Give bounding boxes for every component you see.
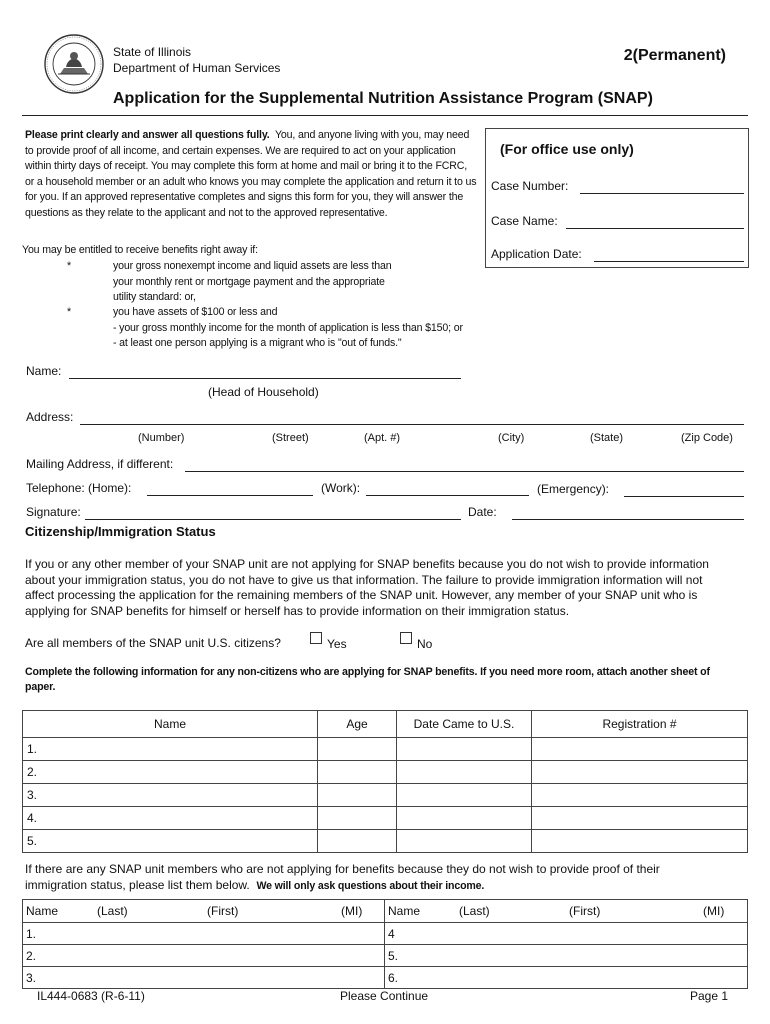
citizenship-paragraph: If you or any other member of your SNAP unit are not applying for SNAP benefits because you do not wish to provide information about your immigration status, you do not have to give us that information. The failure to provide immigration information will not affect processing the application for the remaining members of the SNAP unit. However, any member of your SNAP unit who is applying for SNAP benefits for himself or herself has to provide information on their immigration status. [25,557,709,618]
address-label: Address: [26,410,74,424]
registration-cell[interactable] [532,761,748,784]
date-cell[interactable] [397,738,532,761]
intro-line-2: to provide proof of all income, and certain expenses. We are required to act on your application [25,144,456,157]
date-field[interactable] [512,519,744,520]
noncitizen-table-header [23,711,748,738]
not-applying-table [22,899,748,989]
application-date-label: Application Date: [491,247,582,261]
table-row [23,923,748,945]
not-applying-bold: We will only ask questions about their income. [256,879,485,892]
application-date-field[interactable] [594,261,744,262]
left-row-cell[interactable]: 1. [23,923,385,945]
department-name: Department of Human Services [113,61,281,75]
registration-cell[interactable] [532,784,748,807]
age-cell[interactable] [318,807,397,830]
not-applying-header [23,900,748,923]
phone-home-field[interactable] [147,495,313,496]
citizen-no-checkbox[interactable] [400,632,412,644]
table-row [23,945,748,967]
phone-emergency-label: (Emergency): [537,482,610,496]
citizen-no-label: No [417,637,433,651]
address-zip-caption: (Zip Code) [681,432,733,444]
registration-cell[interactable] [532,830,748,853]
page-title: Application for the Supplemental Nutrition Assistance Program (SNAP) [113,90,653,107]
table-row [23,738,748,761]
title-rule [22,115,748,116]
intro-line-1: Please print clearly and answer all questions fully. You, and anyone living with you, may need [25,129,470,141]
registration-cell[interactable] [532,807,748,830]
entitled-item-1: your gross nonexempt income and liquid assets are less than your monthly rent or mortgage payment and the appropriate utility standard: or, [113,260,392,303]
bullet-1: * [67,260,71,272]
age-cell[interactable] [318,738,397,761]
right-row-cell[interactable]: 6. [385,967,748,989]
name-field[interactable] [69,378,461,379]
address-number-caption: (Number) [138,432,185,444]
signature-field[interactable] [85,519,461,520]
row-number[interactable]: 1. [23,738,318,761]
row-number[interactable]: 2. [23,761,318,784]
age-cell[interactable] [318,761,397,784]
entitled-item-2: you have assets of $100 or less and - your gross monthly income for the month of application is less than $150; or - at least one person applying is a migrant who is "out of funds." [113,306,463,349]
left-row-cell[interactable]: 3. [23,967,385,989]
noncitizen-instruction: Complete the following information for any non-citizens who are applying for SNAP benefits. If you need more room, attach another sheet of paper. [25,666,710,693]
table-row [23,807,748,830]
address-state-caption: (State) [590,432,624,444]
table-row [23,784,748,807]
form-number: 2(Permanent) [623,47,726,64]
citizen-yes-label: Yes [327,637,347,651]
intro-line-3: within thirty days of receipt. You may complete this form at home and mail or bring it to the FCRC, [25,160,468,172]
phone-work-label: (Work): [321,481,361,495]
col-age: Age [318,711,397,738]
address-street-caption: (Street) [272,432,309,444]
age-cell[interactable] [318,784,397,807]
head-of-household-caption: (Head of Household) [208,385,319,399]
age-cell[interactable] [318,830,397,853]
col-name: Name [23,711,318,738]
right-header-cell: Name (Last) (First) (MI) [385,900,748,923]
bullet-2: * [67,306,71,318]
table-row [23,830,748,853]
not-applying-paragraph: If there are any SNAP unit members who are not applying for benefits because they do not wish to provide proof of their immigration status, please list them below. We will only ask questions about their income. [25,862,660,892]
address-field[interactable] [80,424,744,425]
address-city-caption: (City) [498,432,525,444]
intro-paragraph [25,128,480,221]
left-header-cell: Name (Last) (First) (MI) [23,900,385,923]
citizen-question: Are all members of the SNAP unit U.S. citizens? [25,636,281,650]
phone-home-label: Telephone: (Home): [26,481,132,495]
intro-line-6: questions as they relate to the applicant and not to the approved representative. [25,206,388,219]
row-number[interactable]: 3. [23,784,318,807]
left-row-cell[interactable]: 2. [23,945,385,967]
please-continue: Please Continue [340,989,429,1003]
date-cell[interactable] [397,807,532,830]
name-label: Name: [26,364,62,378]
citizenship-heading: Citizenship/Immigration Status [25,524,216,539]
entitled-lead: You may be entitled to receive benefits right away if: [22,244,258,256]
table-row [23,761,748,784]
case-number-field[interactable] [580,193,744,194]
intro-bold-lead: Please print clearly and answer all questions fully. [25,129,270,141]
right-row-cell[interactable]: 4 [385,923,748,945]
state-seal [44,34,104,94]
phone-emergency-field[interactable] [624,496,744,497]
date-cell[interactable] [397,830,532,853]
form-id: IL444-0683 (R-6-11) [37,989,145,1003]
mailing-address-label: Mailing Address, if different: [26,457,174,471]
mailing-address-field[interactable] [185,471,744,472]
signature-label: Signature: [26,505,81,519]
office-use-title: (For office use only) [500,141,634,157]
case-name-label: Case Name: [491,214,558,228]
address-apt-caption: (Apt. #) [364,432,401,444]
registration-cell[interactable] [532,738,748,761]
intro-line-4: or a household member or an adult who knows you may complete the application and return it to us [25,175,477,188]
right-row-cell[interactable]: 5. [385,945,748,967]
state-name: State of Illinois [113,45,192,59]
table-row [23,967,748,989]
date-cell[interactable] [397,784,532,807]
col-date-came: Date Came to U.S. [397,711,532,738]
office-use-box [485,128,749,268]
col-registration: Registration # [532,711,748,738]
date-label: Date: [468,505,497,519]
noncitizen-table [22,710,748,853]
page-number: Page 1 [690,989,729,1003]
date-cell[interactable] [397,761,532,784]
row-number[interactable]: 5. [23,830,318,853]
case-name-field[interactable] [566,228,744,229]
case-number-label: Case Number: [491,179,569,193]
intro-line-5: for you. If an approved representative completes and signs this form for you, they will answer the [25,191,464,203]
row-number[interactable]: 4. [23,807,318,830]
citizen-yes-checkbox[interactable] [310,632,322,644]
phone-work-field[interactable] [366,495,529,496]
